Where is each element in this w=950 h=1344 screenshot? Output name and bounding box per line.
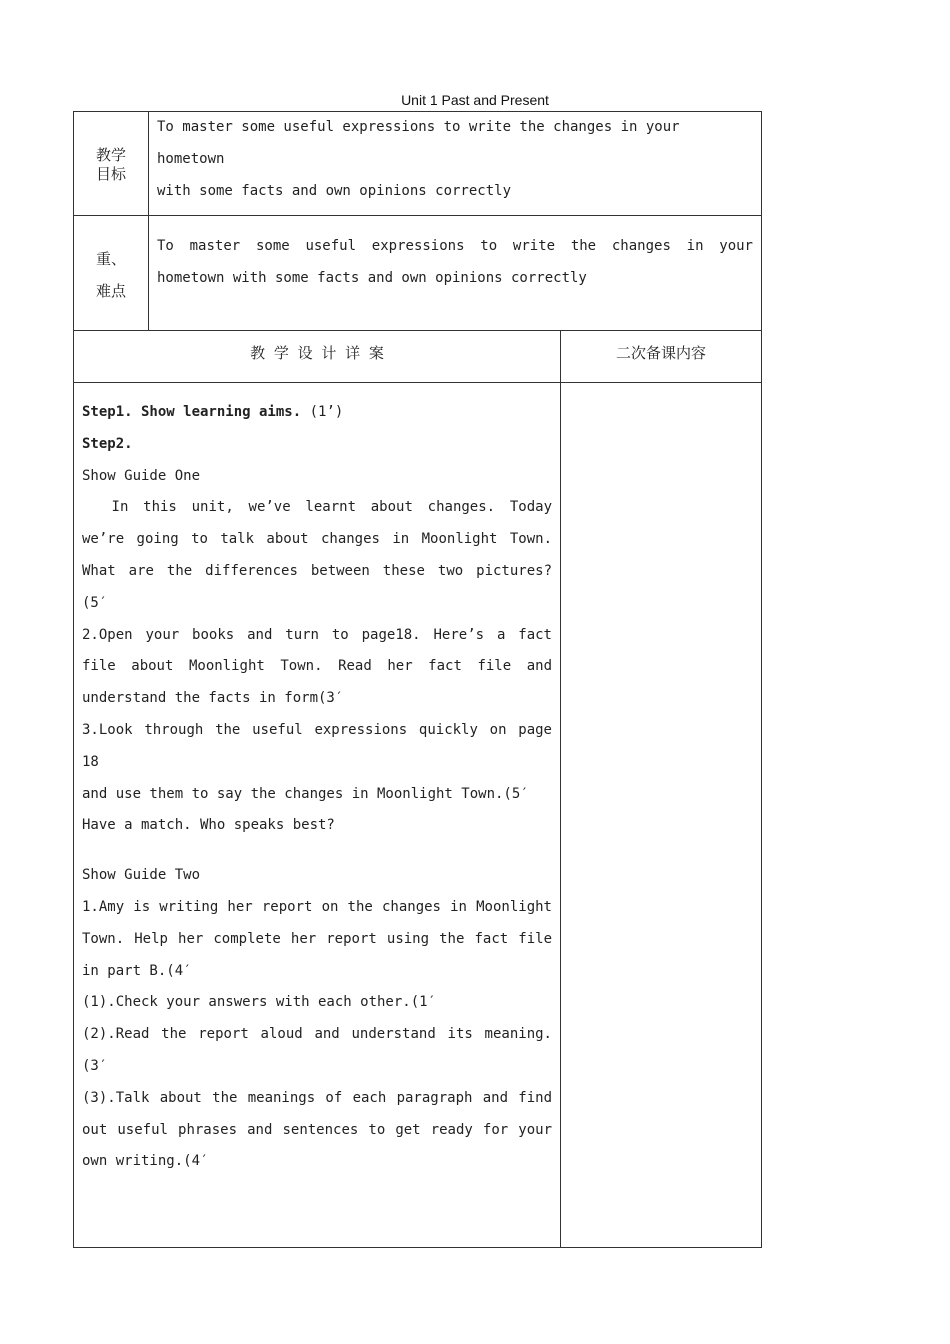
design-header: 教 学 设 计 详 案 bbox=[250, 344, 384, 362]
secondary-prep-header: 二次备课内容 bbox=[615, 344, 706, 362]
lesson-design-content: Step1. Show learning aims. (1’) Step2. Show Guide One In this unit, we’ve learnt about changes. Today we’re going to talk about changes in Moonlight Town. What are the differences between these two pictures? (5′ 2.Open your books and turn to page18. Here’s a fact file about Moonlight Town. Read her fact file and understand the facts in form(3′ 3.Look through the useful expressions quickly on page 18 and use them to say the changes in Moonlight Town.(5′ Have a match. Who speaks best? Show Guide Two 1.Amy is writing her report on the changes in Moonlight Town. Help her complete her report using the fact file in part B.(4′ (1).Check your answers with each other.(1′ (2).Read the report aloud and understand its meaning. (3′ (3).Talk about the meanings of each paragraph and find out useful phrases and sentences to get ready for your own writing.(4′ bbox=[82, 397, 552, 1178]
key-points-label: 重、 难点 bbox=[95, 250, 126, 300]
table-border-right bbox=[761, 111, 762, 1248]
objectives-label: 教学 目标 bbox=[95, 146, 126, 183]
guide-one-title: Show Guide One bbox=[82, 467, 201, 484]
secondary-prep-cell bbox=[561, 383, 761, 1247]
guide-two-title: Show Guide Two bbox=[82, 867, 201, 884]
step2: Step2. bbox=[82, 435, 133, 452]
label-column-divider bbox=[148, 111, 149, 331]
objectives-text: To master some useful expressions to write the changes in your hometown with some facts and own opinions correctly bbox=[157, 119, 680, 199]
page-title: Unit 1 Past and Present bbox=[401, 92, 549, 108]
step1: Step1. Show learning aims. (1’) bbox=[82, 404, 344, 420]
row-divider bbox=[73, 215, 762, 216]
table-border-bottom bbox=[73, 1247, 762, 1248]
key-points-text: To master some useful expressions to write the changes in your hometown with some facts and own opinions correctly bbox=[157, 238, 753, 286]
row-divider bbox=[73, 330, 762, 331]
